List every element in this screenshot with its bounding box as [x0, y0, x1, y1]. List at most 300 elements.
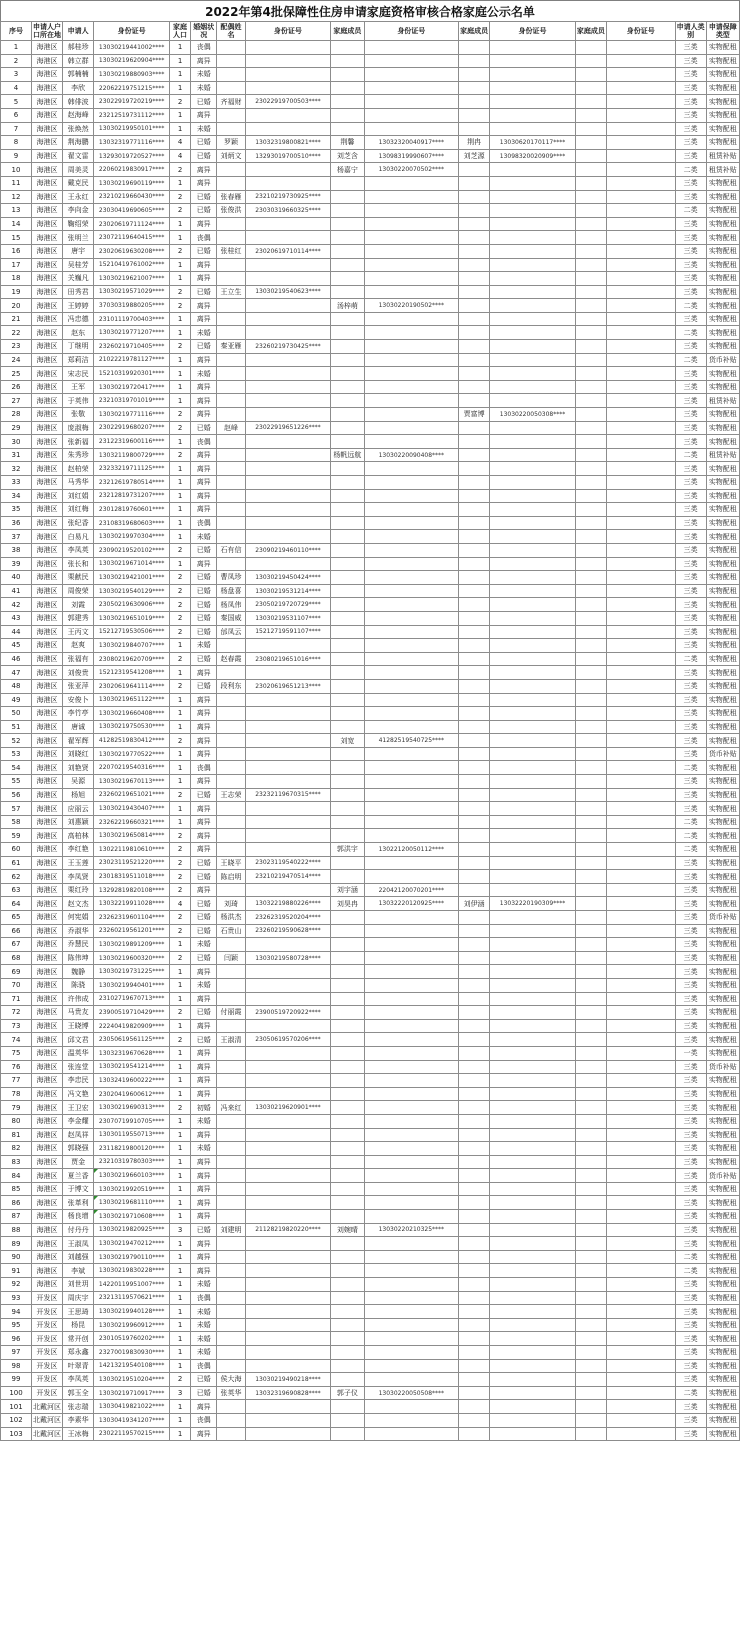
cell-c: 三类: [675, 435, 706, 449]
cell-d: 海港区: [32, 707, 63, 721]
cell-sp: [217, 829, 245, 843]
cell-a: 王思琦: [63, 1305, 94, 1319]
cell-c: 三类: [675, 1210, 706, 1224]
table-row: [1, 1250, 740, 1264]
cell-sp: [217, 68, 245, 82]
cell-t: 实物配租: [706, 435, 739, 449]
cell-c: 三类: [675, 231, 706, 245]
cell-m2: [459, 340, 490, 354]
cell-s: 2: [170, 788, 191, 802]
cell-n: 60: [1, 843, 32, 857]
table-row: [1, 54, 740, 68]
cell-c: 三类: [675, 312, 706, 326]
cell-id: 13030219600320****: [94, 951, 170, 965]
cell-spid: [245, 1427, 331, 1441]
cell-id: 13030219950101****: [94, 122, 170, 136]
cell-m1: [331, 340, 364, 354]
cell-m3id: [606, 1210, 675, 1224]
cell-m1: [331, 543, 364, 557]
cell-m2id: [490, 992, 576, 1006]
cell-m: 离异: [190, 557, 217, 571]
cell-n: 47: [1, 666, 32, 680]
cell-c: 三类: [675, 421, 706, 435]
cell-n: 72: [1, 1006, 32, 1020]
cell-sp: [217, 1400, 245, 1414]
cell-id: 13030219510204****: [94, 1373, 170, 1387]
cell-m: 离异: [190, 747, 217, 761]
cell-m: 离异: [190, 815, 217, 829]
cell-n: 68: [1, 951, 32, 965]
cell-m1id: [364, 775, 459, 789]
cell-m2: [459, 1142, 490, 1156]
cell-sp: [217, 1155, 245, 1169]
cell-t: 实物配租: [706, 190, 739, 204]
cell-id: 13030219920519****: [94, 1182, 170, 1196]
cell-m3: [575, 1359, 606, 1373]
table-row: [1, 340, 740, 354]
cell-m1id: [364, 924, 459, 938]
cell-s: 2: [170, 924, 191, 938]
cell-c: 三类: [675, 1318, 706, 1332]
cell-m3: [575, 1019, 606, 1033]
cell-m1: [331, 54, 364, 68]
cell-m: 离异: [190, 299, 217, 313]
cell-d: 海港区: [32, 652, 63, 666]
cell-a: 唐诚: [63, 720, 94, 734]
table-row: [1, 1305, 740, 1319]
cell-m3: [575, 1169, 606, 1183]
cell-m1: 郭子仪: [331, 1386, 364, 1400]
cell-a: 安俊卜: [63, 693, 94, 707]
cell-m1id: 41282519540725****: [364, 734, 459, 748]
cell-t: 实物配租: [706, 707, 739, 721]
cell-a: 郭楠楠: [63, 68, 94, 82]
cell-spid: [245, 54, 331, 68]
cell-m1: [331, 1019, 364, 1033]
cell-a: 戴克民: [63, 176, 94, 190]
cell-d: 海港区: [32, 408, 63, 422]
cell-n: 12: [1, 190, 32, 204]
table-row: [1, 557, 740, 571]
cell-d: 海港区: [32, 1237, 63, 1251]
cell-m1: [331, 1305, 364, 1319]
cell-m: 已婚: [190, 149, 217, 163]
cell-sp: [217, 217, 245, 231]
cell-t: 实物配租: [706, 176, 739, 190]
cell-m3: [575, 1155, 606, 1169]
cell-s: 1: [170, 81, 191, 95]
cell-t: 租赁补贴: [706, 163, 739, 177]
table-row: [1, 244, 740, 258]
cell-m1id: [364, 951, 459, 965]
cell-a: 刘霞: [63, 598, 94, 612]
cell-spid: [245, 1318, 331, 1332]
cell-m3id: [606, 1114, 675, 1128]
cell-s: 2: [170, 95, 191, 109]
cell-a: 赵柏荣: [63, 462, 94, 476]
cell-m1: [331, 679, 364, 693]
cell-n: 27: [1, 394, 32, 408]
cell-m3: [575, 1114, 606, 1128]
cell-m: 离异: [190, 1196, 217, 1210]
cell-n: 70: [1, 978, 32, 992]
cell-m2id: [490, 775, 576, 789]
cell-m3: [575, 530, 606, 544]
cell-spid: [245, 448, 331, 462]
cell-a: 张志瑞: [63, 1400, 94, 1414]
cell-m1id: [364, 1346, 459, 1360]
table-row: [1, 1006, 740, 1020]
cell-t: 实物配租: [706, 41, 739, 55]
cell-t: 实物配租: [706, 81, 739, 95]
cell-m3: [575, 978, 606, 992]
cell-a: 李凤贤: [63, 870, 94, 884]
cell-id: 23022119570215****: [94, 1427, 170, 1441]
cell-s: 2: [170, 679, 191, 693]
cell-m2: [459, 965, 490, 979]
cell-s: 2: [170, 734, 191, 748]
cell-id: 22062219751215****: [94, 81, 170, 95]
cell-c: 三类: [675, 734, 706, 748]
cell-id: 23102719670713****: [94, 992, 170, 1006]
cell-m2id: [490, 829, 576, 843]
cell-a: 李忠民: [63, 1074, 94, 1088]
cell-m3id: [606, 163, 675, 177]
cell-sp: [217, 489, 245, 503]
cell-m2id: [490, 503, 576, 517]
cell-d: 海港区: [32, 1046, 63, 1060]
cell-m3: [575, 1087, 606, 1101]
cell-t: 实物配租: [706, 1114, 739, 1128]
cell-m2: [459, 122, 490, 136]
cell-m1id: [364, 1006, 459, 1020]
cell-m2: [459, 557, 490, 571]
cell-c: 三类: [675, 1332, 706, 1346]
cell-m3id: [606, 843, 675, 857]
cell-m3: [575, 571, 606, 585]
cell-m3: [575, 992, 606, 1006]
cell-m: 离异: [190, 802, 217, 816]
cell-m3id: [606, 503, 675, 517]
cell-t: 实物配租: [706, 231, 739, 245]
cell-m3id: [606, 340, 675, 354]
cell-spid: [245, 1074, 331, 1088]
cell-m1: [331, 992, 364, 1006]
cell-t: 实物配租: [706, 1264, 739, 1278]
cell-n: 74: [1, 1033, 32, 1047]
cell-spid: [245, 747, 331, 761]
cell-m2: [459, 679, 490, 693]
cell-m3id: [606, 285, 675, 299]
table-row: [1, 1291, 740, 1305]
cell-id: 13030219621007****: [94, 272, 170, 286]
cell-n: 9: [1, 149, 32, 163]
cell-c: 三类: [675, 41, 706, 55]
cell-c: 三类: [675, 476, 706, 490]
cell-id: 23260219561201****: [94, 924, 170, 938]
cell-sp: [217, 1019, 245, 1033]
cell-m1: [331, 1074, 364, 1088]
cell-a: 李凤英: [63, 543, 94, 557]
cell-m: 离异: [190, 1264, 217, 1278]
cell-m3: [575, 122, 606, 136]
cell-m2: [459, 1182, 490, 1196]
cell-a: 周庆宇: [63, 1291, 94, 1305]
column-header-m1: 家庭成员: [331, 22, 364, 41]
cell-m1: [331, 435, 364, 449]
cell-a: 张焕然: [63, 122, 94, 136]
cell-d: 海港区: [32, 1250, 63, 1264]
cell-c: 三类: [675, 965, 706, 979]
cell-m3id: [606, 394, 675, 408]
cell-n: 81: [1, 1128, 32, 1142]
cell-m3: [575, 924, 606, 938]
table-row: [1, 408, 740, 422]
cell-m1id: [364, 1305, 459, 1319]
cell-sp: [217, 1318, 245, 1332]
table-row: [1, 965, 740, 979]
cell-a: 关巍凡: [63, 272, 94, 286]
cell-d: 海港区: [32, 299, 63, 313]
cell-d: 海港区: [32, 788, 63, 802]
cell-s: 4: [170, 897, 191, 911]
cell-m2: [459, 68, 490, 82]
cell-m: 离异: [190, 217, 217, 231]
cell-m2: [459, 1046, 490, 1060]
cell-n: 67: [1, 938, 32, 952]
cell-m3id: [606, 41, 675, 55]
cell-d: 海港区: [32, 1006, 63, 1020]
cell-n: 54: [1, 761, 32, 775]
cell-m2: [459, 992, 490, 1006]
cell-m3id: [606, 1400, 675, 1414]
cell-spid: [245, 176, 331, 190]
cell-d: 海港区: [32, 421, 63, 435]
cell-c: 三类: [675, 1114, 706, 1128]
cell-m2: [459, 503, 490, 517]
cell-a: 吴桂芳: [63, 258, 94, 272]
cell-m1id: [364, 761, 459, 775]
cell-m3id: [606, 244, 675, 258]
cell-a: 乔慧民: [63, 938, 94, 952]
cell-m1: [331, 530, 364, 544]
cell-id: 13030219690119****: [94, 176, 170, 190]
cell-n: 26: [1, 380, 32, 394]
cell-n: 59: [1, 829, 32, 843]
cell-m3: [575, 231, 606, 245]
cell-s: 2: [170, 843, 191, 857]
cell-s: 2: [170, 571, 191, 585]
cell-m1id: [364, 1046, 459, 1060]
cell-s: 1: [170, 1427, 191, 1441]
cell-n: 73: [1, 1019, 32, 1033]
cell-m2id: [490, 856, 576, 870]
cell-a: 李欣: [63, 81, 94, 95]
cell-m3id: [606, 666, 675, 680]
cell-m3id: [606, 883, 675, 897]
cell-m1: [331, 557, 364, 571]
cell-c: 三类: [675, 924, 706, 938]
cell-m3id: [606, 380, 675, 394]
cell-m1id: [364, 978, 459, 992]
table-row: [1, 625, 740, 639]
cell-d: 海港区: [32, 1033, 63, 1047]
cell-id: 22070219540316****: [94, 761, 170, 775]
cell-m1: [331, 1033, 364, 1047]
cell-id: 13030219710608****: [94, 1210, 170, 1224]
cell-id: 23080219620709****: [94, 652, 170, 666]
cell-m3: [575, 448, 606, 462]
cell-n: 83: [1, 1155, 32, 1169]
cell-m2id: [490, 1373, 576, 1387]
table-row: [1, 1046, 740, 1060]
cell-spid: [245, 1155, 331, 1169]
cell-s: 2: [170, 299, 191, 313]
cell-s: 1: [170, 1318, 191, 1332]
cell-m2id: [490, 707, 576, 721]
column-header-a: 申请人: [63, 22, 94, 41]
cell-a: 刘越强: [63, 1250, 94, 1264]
cell-m3: [575, 802, 606, 816]
cell-sp: [217, 1291, 245, 1305]
cell-id: 13030219651019****: [94, 611, 170, 625]
cell-s: 1: [170, 1114, 191, 1128]
cell-n: 102: [1, 1413, 32, 1427]
cell-m3: [575, 1237, 606, 1251]
cell-m1id: [364, 122, 459, 136]
cell-c: 三类: [675, 136, 706, 150]
cell-s: 1: [170, 1155, 191, 1169]
cell-n: 10: [1, 163, 32, 177]
cell-n: 43: [1, 611, 32, 625]
cell-m3id: [606, 462, 675, 476]
cell-d: 海港区: [32, 176, 63, 190]
cell-m1id: [364, 802, 459, 816]
cell-id: 15212719530506****: [94, 625, 170, 639]
column-header-n: 序号: [1, 22, 32, 41]
cell-m2id: [490, 367, 576, 381]
cell-m3id: [606, 95, 675, 109]
cell-c: 三类: [675, 707, 706, 721]
cell-m3: [575, 1142, 606, 1156]
table-row: [1, 1074, 740, 1088]
cell-spid: [245, 408, 331, 422]
cell-m2id: [490, 476, 576, 490]
cell-m: 未婚: [190, 326, 217, 340]
cell-d: 海港区: [32, 543, 63, 557]
table-row: [1, 503, 740, 517]
cell-sp: [217, 462, 245, 476]
table-row: [1, 41, 740, 55]
cell-m2id: [490, 584, 576, 598]
cell-id: 13030219940401****: [94, 978, 170, 992]
cell-m1: [331, 1332, 364, 1346]
cell-sp: [217, 81, 245, 95]
cell-n: 36: [1, 516, 32, 530]
cell-sp: [217, 326, 245, 340]
cell-c: 三类: [675, 1101, 706, 1115]
cell-m: 离异: [190, 883, 217, 897]
cell-d: 海港区: [32, 149, 63, 163]
cell-m1id: [364, 353, 459, 367]
cell-sp: 秦亚雁: [217, 340, 245, 354]
cell-sp: 刘建明: [217, 1223, 245, 1237]
cell-c: 三类: [675, 557, 706, 571]
cell-sp: 赵春霞: [217, 652, 245, 666]
cell-m: 初婚: [190, 1101, 217, 1115]
cell-m3: [575, 421, 606, 435]
cell-t: 租赁补贴: [706, 448, 739, 462]
cell-t: 实物配租: [706, 666, 739, 680]
cell-m2: [459, 1305, 490, 1319]
cell-a: 王丙文: [63, 625, 94, 639]
cell-a: 周美灵: [63, 163, 94, 177]
cell-c: 三类: [675, 1346, 706, 1360]
cell-m1: [331, 204, 364, 218]
cell-d: 海港区: [32, 639, 63, 653]
cell-spid: [245, 1305, 331, 1319]
cell-c: 三类: [675, 625, 706, 639]
cell-m3id: [606, 870, 675, 884]
cell-m3id: [606, 1019, 675, 1033]
cell-id: 15210319920301****: [94, 367, 170, 381]
cell-n: 58: [1, 815, 32, 829]
cell-n: 20: [1, 299, 32, 313]
cell-m2id: [490, 1250, 576, 1264]
cell-d: 海港区: [32, 720, 63, 734]
cell-m1: 刘婉晴: [331, 1223, 364, 1237]
cell-s: 1: [170, 1210, 191, 1224]
cell-m1: [331, 978, 364, 992]
cell-m1id: [364, 1210, 459, 1224]
cell-a: 张长和: [63, 557, 94, 571]
cell-sp: 罗颖: [217, 136, 245, 150]
cell-s: 1: [170, 176, 191, 190]
cell-s: 1: [170, 1332, 191, 1346]
cell-m2: [459, 734, 490, 748]
cell-spid: 23050619570206****: [245, 1033, 331, 1047]
cell-a: 贾金: [63, 1155, 94, 1169]
cell-m1id: [364, 326, 459, 340]
cell-spid: [245, 326, 331, 340]
cell-m1: [331, 911, 364, 925]
cell-m3id: [606, 448, 675, 462]
cell-sp: [217, 108, 245, 122]
cell-sp: [217, 353, 245, 367]
cell-m3: [575, 435, 606, 449]
cell-m1: [331, 571, 364, 585]
table-row: [1, 938, 740, 952]
cell-m2id: [490, 611, 576, 625]
cell-m3id: [606, 557, 675, 571]
cell-c: 三类: [675, 978, 706, 992]
table-row: [1, 217, 740, 231]
cell-m: 未婚: [190, 1346, 217, 1360]
cell-d: 海港区: [32, 312, 63, 326]
cell-c: 三类: [675, 543, 706, 557]
cell-d: 海港区: [32, 1060, 63, 1074]
table-row: [1, 883, 740, 897]
cell-m1: [331, 1006, 364, 1020]
cell-n: 2: [1, 54, 32, 68]
table-row: [1, 775, 740, 789]
cell-m2: [459, 176, 490, 190]
cell-n: 28: [1, 408, 32, 422]
cell-m: 离异: [190, 1155, 217, 1169]
cell-n: 101: [1, 1400, 32, 1414]
table-row: [1, 1386, 740, 1400]
cell-m3id: [606, 897, 675, 911]
